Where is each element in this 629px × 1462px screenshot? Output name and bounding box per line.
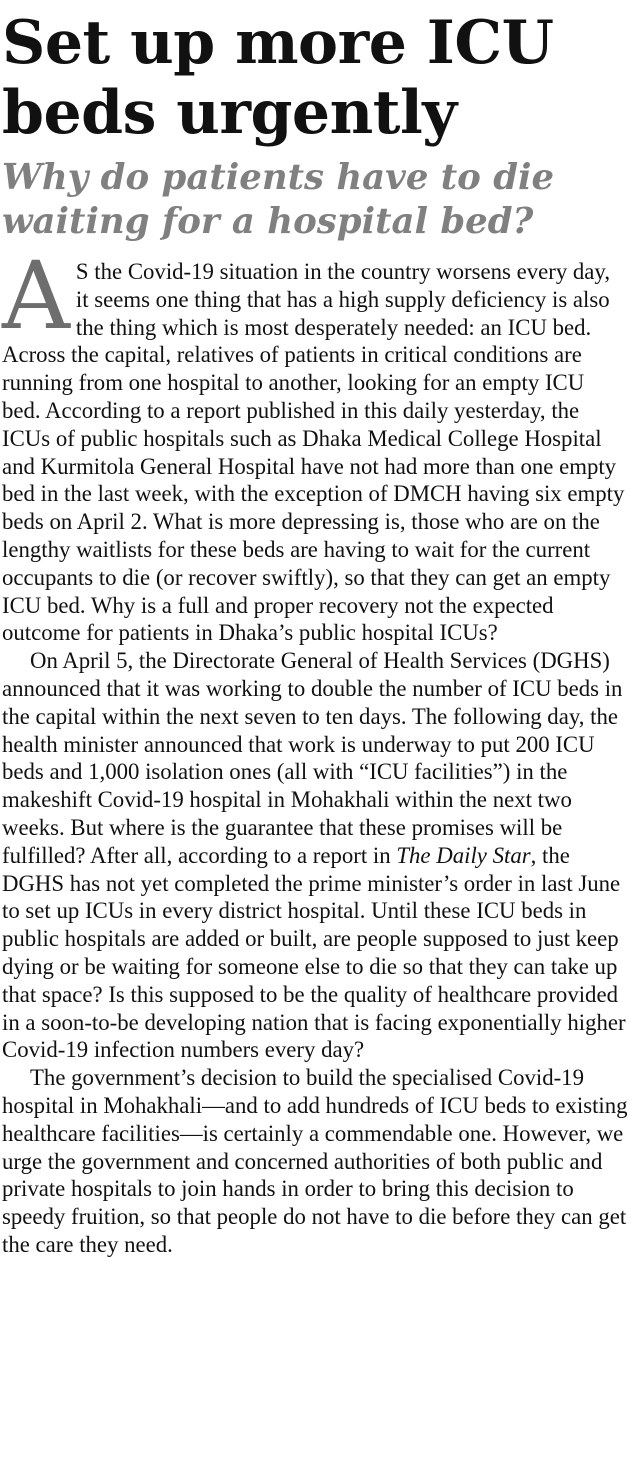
paragraph-2-text-before: On April 5, the Directorate General of Health Services (DGHS) announced that it was working to double the number of ICU beds in the capital within the next seven to ten days. The following day, the health minister announced that work is underway to put 200 ICU beds and 1,000 isolation ones (all with “ICU facilities”) in the makeshift Covid-19 hospital in Mohakhali within the next two weeks. But where is the guarantee that these promises will be fulfilled? After all, according to a report in: [2, 648, 623, 868]
paragraph-1: [2, 242, 628, 647]
subheadline: Why do patients have to die waiting for a hospital bed?: [2, 157, 555, 242]
drop-cap: A: [2, 242, 70, 351]
editorial-article: [2, 8, 628, 1259]
paragraph-2-text-after: , the DGHS has not yet completed the prime minister’s order in last June to set up ICUs in every district hospital. Until these ICU beds in public hospitals are added or built, are people supposed to just keep dying or be waiting for someone else to die so that they can take up that space? Is this supposed to be the quality of healthcare provided in a soon-to-be developing nation that is facing exponentially higher Covid-19 infection numbers every day?: [2, 842, 626, 1063]
paragraph-1-text: S the Covid-19 situation in the country worsens every day, it seems one thing that has a high supply deficiency is also the thing which is most desperately needed: an ICU bed. Across the capital, relatives of patients in critical conditions are running from one hospital to another, looking for an empty ICU bed. According to a report published in this daily yesterday, the ICUs of public hospitals such as Dhaka Medical College Hospital and Kurmitola General Hospital have not had more than one empty bed in the last week, with the exception of DMCH having six empty beds on April 2. What is more depressing is, those who are on the lengthy waitlists for these beds are having to wait for the current occupants to die (or recover swiftly), so that they can get an empty ICU bed. Why is a full and proper recovery not the expected outcome for patients in Dhaka’s public hospital ICUs?: [2, 259, 625, 646]
article-body: [2, 242, 628, 1259]
paragraph-2: [2, 647, 628, 1064]
paragraph-3: The government’s decision to build the specialised Covid-19 hospital in Mohakhali—and to add hundreds of ICU beds to existing healthcare facilities—is certainly a commendable one. However, we urge the government and concerned authorities of both public and private hospitals to join hands in order to bring this decision to speedy fruition, so that people do not have to die before they can get the care they need.: [2, 1065, 628, 1257]
publication-name: The Daily Star: [396, 842, 531, 868]
headline: Set up more ICU beds urgently: [2, 8, 554, 148]
